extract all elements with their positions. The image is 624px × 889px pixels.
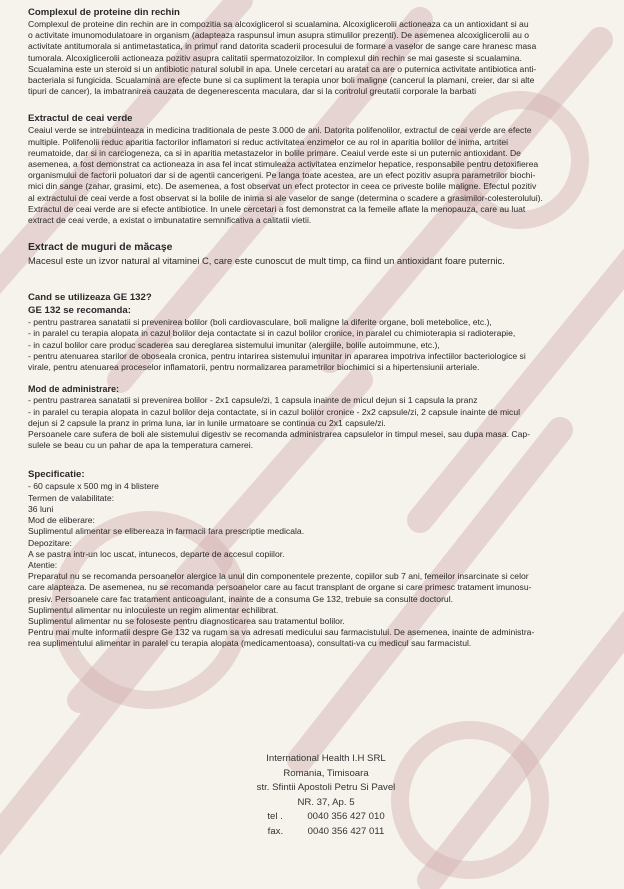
text-line: Scualamina este un steroid si un antibiotic natural solubil in apa. Unele cercetari au aratat ca are o puternica activitate antibiotica anti- — [28, 63, 537, 74]
document-body — [28, 6, 594, 658]
text-line: mici din sange (zahar, grasimi, etc). De asemenea, a fost observat un efect protector in ceea ce priveste bolile maligne. Efectul pozitiv — [28, 181, 537, 192]
list-item: virale, pentru atenuarea proceselor inflamatorii, pentru normalizarea parametrilor biochimici si a hipertensiunii arteriale. — [28, 362, 480, 373]
text-line: extract de ceai verde, a existat o imbunatatire semnificativa a calitatii vietii. — [28, 215, 312, 226]
spec-line: A se pastra intr-un loc uscat, intunecos, departe de accesul copiilor. — [28, 548, 285, 559]
spec-line: care alapteaza. De asemenea, nu se recomanda persoanelor care au facut transplant de organe si care primesc tratament imunosu- — [28, 582, 532, 593]
spec-line: 36 luni — [28, 503, 54, 514]
list-item: - pentru pastrarea sanatatii si prevenirea bolilor (boli cardiovasculare, boli maligne la diferite organe, boli metebolice, etc.), — [28, 317, 492, 328]
section-macese — [28, 241, 594, 267]
fax-label: fax. — [267, 825, 284, 837]
spec-line: rea suplimentului alimentar in paralel cu terapia alopata (medicamentoasa), consultati-va cu medicul sau farmacistul. — [28, 638, 472, 649]
phone-row — [196, 810, 456, 825]
text-line: o activitate imunomodulatoare in organism (adapteaza raspunsul imun asupra stimulilor prezenti). De asemenea alcoxiglicerolii au o — [28, 30, 530, 41]
section-title: Extractul de ceai verde — [28, 113, 133, 125]
section-title: GE 132 se recomanda: — [28, 305, 131, 317]
spec-line: Termen de valabilitate: — [28, 492, 114, 503]
fax-row — [196, 825, 456, 840]
section-title: Mod de administrare: — [28, 384, 120, 395]
section-ceai — [28, 112, 594, 226]
section-paragraph — [28, 125, 594, 226]
section-question: Cand se utilizeaza GE 132? — [28, 292, 152, 304]
text-line: tipuri de cancer), la imbatranirea cauzata de degenerescenta maculara, dar si la controlul greutatii corporale la barbati — [28, 86, 477, 97]
text-line: Complexul de proteine din rechin are in compozitia sa alcoxiglicerol si scualamina. Alcoxiglicerolii actioneaza ca un antioxidant si au — [28, 19, 529, 29]
section-title: Specificatie: — [28, 469, 85, 481]
text-line: reumatoide, dar si in carciogeneza, ca si in aparitia metastazelor in bolile primare. Ceaiul verde este si un puternic antioxidant. De — [28, 147, 521, 158]
spec-line: Pentru mai multe informatii despre Ge 132 va rugam sa va adresati medicului sau farmacistului. De asemenea, inainte de administra- — [28, 627, 535, 638]
text-line: Extractul de ceai verde are si efecte antibiotice. In unele cercetari a fost demonstrat ca la femeile aflate la menopauza, care au luat — [28, 203, 526, 214]
spec-line: presiv. Persoanele care fac tratament anticoagulant, inainte de a consuma Ge 132, trebuie sa consulte doctorul. — [28, 593, 454, 604]
section-specificatie — [28, 468, 594, 649]
text-line: organismului de factorii poluatori dar si de agentii cancerigeni. Pe langa toate acestea, are un efect pozitiv asupra parametrilor biochi- — [28, 170, 536, 181]
text-line: activitate antitumorala si antimetastatica, in primul rand datorita scaderii procesului de formare a vaselor de sange care hranesc masa — [28, 41, 537, 52]
spec-line: - 60 capsule x 500 mg in 4 blistere — [28, 481, 159, 492]
text-line: tumorala. Alcoxiglicerolii actioneaza pozitiv asupra calitatii spermatozoizilor. In complexul din rechin se mai gaseste si scualamina. — [28, 52, 522, 63]
company-number: NR. 37, Ap. 5 — [297, 796, 355, 808]
spec-line: Preparatul nu se recomanda persoanelor alergice la unul din componentele prezente, copiilor sub 7 ani, femeilor insarcinate si celor — [28, 571, 529, 582]
spec-line: Atentie: — [28, 559, 58, 570]
text-line: Ceaiul verde se intrebuinteaza in medicina traditionala de peste 3.000 de ani. Datorita polifenolilor, extractul de ceai verde are efecte — [28, 125, 532, 136]
section-list — [28, 481, 594, 649]
phone-label: tel . — [267, 811, 283, 822]
list-item: - in paralel cu terapia alopata in cazul bolilor deja contactate si in cazul bolilor cronice, in paralel cu chimioterapia si radioterapie, — [28, 328, 516, 339]
spec-line: Depozitare: — [28, 537, 72, 548]
section-paragraph: Macesul este un izvor natural al vitaminei C, care este cunoscut de mult timp, ca fiind un antioxidant foare puternic. — [28, 255, 505, 267]
list-item: sulele se beau cu un pahar de apa la temperatura camerei. — [28, 440, 254, 451]
list-item: - in paralel cu terapia alopata in cazul bolilor deja contactate, si in cazul bolilor cronice - 2x2 capsule/zi, 2 capsule inainte de micul — [28, 406, 521, 417]
section-title: Complexul de proteine din rechin — [28, 7, 180, 18]
spec-line: Suplimentul alimentar nu inlocuieste un regim alimentar echilibrat. — [28, 604, 279, 615]
fax-number: 0040 356 427 011 — [307, 825, 385, 837]
phone-number: 0040 356 427 010 — [307, 811, 385, 822]
list-item: - pentru atenuarea starilor de oboseala cronica, pentru intarirea sistemului imunitar in apararea impotriva infectiilor bacteriologice si — [28, 350, 526, 361]
spec-line: Suplimentul alimentar nu se foloseste pentru diagnosticarea sau tratamentul bolilor. — [28, 615, 345, 626]
section-administrare — [28, 384, 594, 451]
company-name: International Health I.H SRL — [266, 753, 386, 764]
text-line: al extractului de ceai verde a fost observat si la bolile de inima si ale vaselor de sange (determina o scadere a grasimilor-colesterolului). — [28, 192, 543, 203]
company-footer — [196, 752, 456, 839]
list-item: - pentru pastrarea sanatatii si prevenirea bolilor - 2x1 capsule/zi, 1 capsula inainte de micul dejun si 1 capsula la pranz — [28, 395, 478, 406]
section-list — [28, 395, 594, 451]
section-title: Extract de muguri de măcaşe — [28, 242, 173, 254]
company-street: str. Sfintii Apostoli Petru Si Pavel — [256, 782, 396, 793]
section-list — [28, 317, 594, 373]
spec-line: Mod de eliberare: — [28, 515, 95, 526]
section-paragraph — [28, 19, 594, 97]
section-rechin — [28, 6, 594, 97]
spec-line: Suplimentul alimentar se elibereaza in farmacii fara prescriptie medicala. — [28, 526, 305, 537]
section-utilizare — [28, 291, 594, 373]
text-line: asemenea, a fost demonstrat ca actioneaza in asa fel incat stimuleaza activitatea enzimelor hepatice, responsabile pentru detoxifierea — [28, 159, 539, 170]
text-line: bacteriala si fungicida. Scualamina are efecte bune si ca supliment la terapia unor boli maligne (cancerul la plamani, creier, dar si alte — [28, 75, 535, 86]
list-item: - in cazul bolilor care produc scaderea sau dereglarea sistemului imunitar (alergiile, bolile autoimmune, etc.), — [28, 339, 440, 350]
list-item: dejun si 2 capsule la pranz in prima luna, iar in lunile urmatoare se continua cu 2x1 capsule/zi. — [28, 417, 386, 428]
text-line: multiple. Polifenolii reduc aparitia factorilor inflamatori si reduc activitatea enzimelor ce au rol in aparitia bolilor de inima, artritei — [28, 136, 509, 147]
list-item: Persoanele care sufera de boli ale sistemului digestiv se recomanda administrarea capsulelor in timpul mesei, sau dupa masa. Cap- — [28, 429, 531, 440]
company-city: Romania, Timisoara — [283, 767, 369, 779]
